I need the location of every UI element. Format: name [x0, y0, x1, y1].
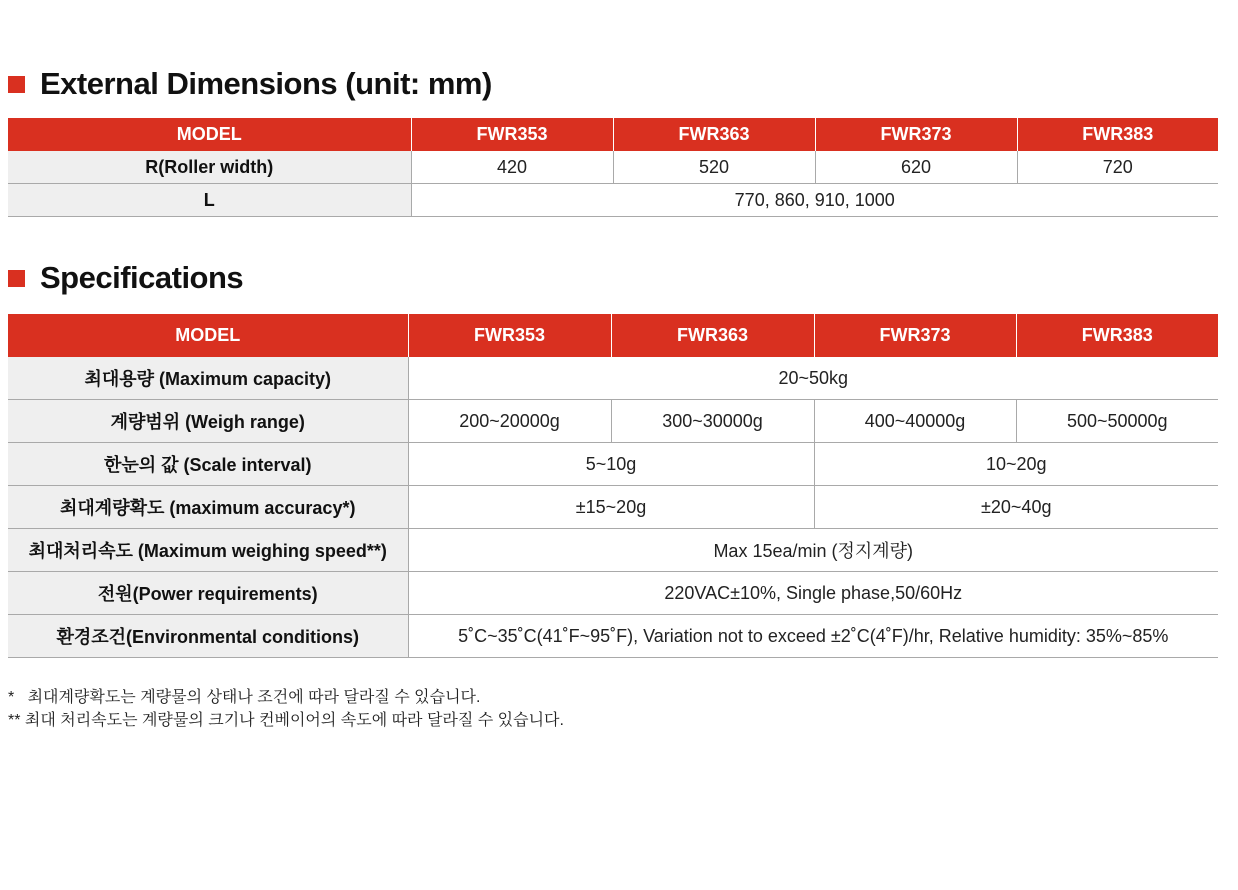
table-row	[8, 184, 1218, 217]
table-row	[8, 443, 1218, 486]
dimensions-table	[8, 118, 1218, 217]
table-cell: 300~30000g	[611, 400, 814, 443]
row-label: 최대계량확도 (maximum accuracy*)	[8, 486, 408, 529]
table-cell: 20~50kg	[408, 357, 1218, 400]
header-fwr353: FWR353	[408, 314, 611, 357]
row-label: 최대처리속도 (Maximum weighing speed**)	[8, 529, 408, 572]
footnote: * 최대계량확도는 계량물의 상태나 조건에 따라 달라질 수 있습니다.	[8, 689, 481, 706]
table-row	[8, 151, 1218, 184]
table-row	[8, 529, 1218, 572]
table-cell: 720	[1017, 151, 1218, 184]
dimensions-header-row	[8, 118, 1218, 151]
header-model: MODEL	[8, 314, 408, 357]
row-label: 계량범위 (Weigh range)	[8, 400, 408, 443]
row-label: 전원(Power requirements)	[8, 572, 408, 615]
table-cell: Max 15ea/min (정지계량)	[408, 529, 1218, 572]
table-cell: 520	[613, 151, 815, 184]
row-label: 최대용량 (Maximum capacity)	[8, 357, 408, 400]
header-model: MODEL	[8, 118, 411, 151]
header-fwr373: FWR373	[815, 118, 1017, 151]
specifications-table	[8, 314, 1218, 658]
table-row	[8, 400, 1218, 443]
row-label: R(Roller width)	[8, 151, 411, 184]
row-label: L	[8, 184, 411, 217]
footnote: ** 최대 처리속도는 계량물의 크기나 컨베이어의 속도에 따라 달라질 수 있습니다.	[8, 712, 564, 729]
table-cell: 500~50000g	[1016, 400, 1218, 443]
table-cell: 10~20g	[814, 443, 1218, 486]
specs-section-title	[8, 260, 243, 296]
row-label: 환경조건(Environmental conditions)	[8, 615, 408, 658]
footnotes	[8, 686, 564, 732]
row-label: 한눈의 값 (Scale interval)	[8, 443, 408, 486]
table-cell: 770, 860, 910, 1000	[411, 184, 1218, 217]
table-cell: ±15~20g	[408, 486, 814, 529]
dimensions-heading: External Dimensions (unit: mm)	[40, 66, 492, 101]
specs-heading: Specifications	[40, 260, 244, 295]
table-cell: 420	[411, 151, 613, 184]
table-cell: 620	[815, 151, 1017, 184]
square-bullet-icon	[8, 76, 25, 93]
header-fwr363: FWR363	[613, 118, 815, 151]
table-row	[8, 357, 1218, 400]
table-cell: ±20~40g	[814, 486, 1218, 529]
specs-header-row	[8, 314, 1218, 357]
table-row	[8, 486, 1218, 529]
table-cell: 220VAC±10%, Single phase,50/60Hz	[408, 572, 1218, 615]
table-cell: 400~40000g	[814, 400, 1016, 443]
table-cell: 5~10g	[408, 443, 814, 486]
header-fwr363: FWR363	[611, 314, 814, 357]
header-fwr383: FWR383	[1017, 118, 1218, 151]
table-row	[8, 615, 1218, 658]
table-cell: 5˚C~35˚C(41˚F~95˚F), Variation not to exceed ±2˚C(4˚F)/hr, Relative humidity: 35%~85%	[408, 615, 1218, 658]
table-cell: 200~20000g	[408, 400, 611, 443]
dimensions-section-title	[8, 66, 492, 102]
square-bullet-icon	[8, 270, 25, 287]
header-fwr353: FWR353	[411, 118, 613, 151]
table-row	[8, 572, 1218, 615]
header-fwr373: FWR373	[814, 314, 1016, 357]
header-fwr383: FWR383	[1016, 314, 1218, 357]
